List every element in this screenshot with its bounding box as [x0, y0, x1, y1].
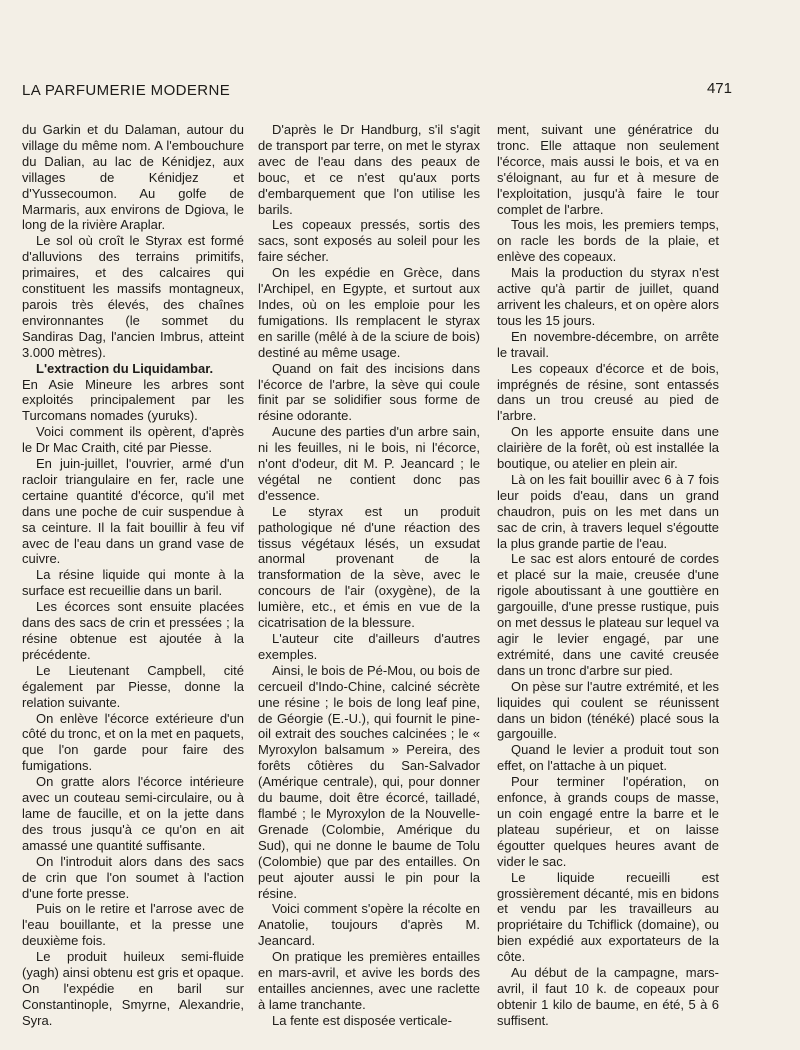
paragraph: Le Lieutenant Campbell, cité également par Piesse, donne la relation suivante.	[22, 662, 244, 710]
paragraph: Les écorces sont ensuite placées dans des sacs de crin et pressées ; la résine obtenue est ajoutée à la précédente.	[22, 599, 244, 662]
paragraph: La fente est disposée verticale-	[272, 1012, 452, 1028]
text-column-2	[258, 122, 480, 1029]
paragraph: On les apporte ensuite dans une clairière de la forêt, où est installée la boutique, ou atelier en plein air.	[497, 424, 719, 472]
paragraph: Le sol où croît le Styrax est formé d'alluvions des terrains primitifs, primaires, et des calcaires qui constituent les massifs montagneux, parois très élevés, des chaînes environnantes (le sommet du Sandiras Dag, l'ancien Imbrus, atteint 3.000 mètres).	[22, 233, 244, 360]
paragraph: Voici comment ils opèrent, d'après le Dr Mac Craith, cité par Piesse.	[22, 424, 244, 456]
page-number: 471	[706, 80, 732, 97]
paragraph: du Garkin et du Dalaman, autour du village du même nom. A l'embouchure du Dalian, au lac de Kénidjez, aux villages de Kénidjez et d'Yussecoumon. Au golfe de Marmaris, aux environs de Dgiova, le long de la rivière Araplar.	[22, 122, 244, 233]
paragraph: Quand on fait des incisions dans l'écorce de l'arbre, la sève qui coule finit par se solidifier sous forme de résine odorante.	[258, 360, 480, 424]
paragraph: Ainsi, le bois de Pé-Mou, ou bois de cercueil d'Indo-Chine, calciné sécrète une résine ; le bois de long leaf pine, de Géorgie (E.-U.), qui fournit le pine-oil extrait des souches calcinées ; le « Myroxylon balsamum » Pereira, des forêts côtières du San-Salvador (Amérique centrale), qui, pour donner du baume, doit être écorcé, tailladé, flambé ; le Myroxylon de la Nouvelle-Grenade (Colombie, Amérique du Sud), qui ne donne le baume de Tolu (Colombie) que par des entailles. On peut ajouter aussi le pin pour la résine.	[258, 662, 480, 901]
paragraph: Voici comment s'opère la récolte en Anatolie, toujours d'après M. Jeancard.	[258, 901, 480, 949]
paragraph: Les copeaux pressés, sortis des sacs, sont exposés au soleil pour les faire sécher.	[258, 217, 480, 265]
paragraph: Au début de la campagne, mars-avril, il faut 10 k. de copeaux pour obtenir 1 kilo de baume, en été, 5 à 6 suffisent.	[497, 965, 719, 1028]
paragraph: Quand le levier a produit tout son effet, on l'attache à un piquet.	[497, 742, 719, 774]
paragraph: Le sac est alors entouré de cordes et placé sur la maie, creusée d'une rigole aboutissant à une gouttière en gargouille, d'une presse rustique, puis on met dessus le plateau sur lequel va agir le levier engagé, par une extrémité, dans une cavité creusée dans un tronc d'arbre sur pied.	[497, 551, 719, 678]
paragraph: Mais la production du styrax n'est active qu'à partir de juillet, quand arrivent les chaleurs, et on opère alors tous les 15 jours.	[497, 265, 719, 328]
paragraph: Pour terminer l'opération, on enfonce, à grands coups de masse, un coin engagé entre la barre et le plateau supérieur, et on laisse égoutter quelques heures avant de vider le sac.	[497, 774, 719, 869]
paragraph: On enlève l'écorce extérieure d'un côté du tronc, et on la met en paquets, que l'on garde pour faire des fumigations.	[22, 710, 244, 774]
paragraph: La résine liquide qui monte à la surface est recueillie dans un baril.	[22, 567, 244, 599]
paragraph: On pratique les premières entailles en mars-avril, et avive les bords des entailles anciennes, avec une raclette à lame tranchante.	[258, 949, 480, 1012]
paragraph: On pèse sur l'autre extrémité, et les liquides qui coulent se réunissent dans un bidon (ténéké) placé sous la gargouille.	[497, 678, 719, 742]
paragraph: Le produit huileux semi-fluide (yagh) ainsi obtenu est gris et opaque. On l'expédie en baril sur Constantinople, Smyrne, Alexandrie, Syra.	[22, 949, 244, 1028]
paragraph: En juin-juillet, l'ouvrier, armé d'un racloir triangulaire en fer, racle une certaine quantité d'écorce, qu'il met dans une poche de cuir suspendue à sa ceinture. Il la fait bouillir à feu vif avec de l'eau dans un grand vase de cuivre.	[22, 456, 244, 567]
paragraph: On l'introduit alors dans des sacs de crin que l'on soumet à l'action d'une forte presse.	[22, 853, 244, 901]
paragraph: Le styrax est un produit pathologique né d'une réaction des tissus végétaux lésés, un exsudat anormal provenant de la transformation de la sève, avec le concours de l'air (oxygène), de la lumière, etc., et émis en vue de la cicatrisation de la blessure.	[258, 503, 480, 631]
section-heading: L'extraction du Liquidambar.	[36, 360, 214, 376]
paragraph: On les expédie en Grèce, dans l'Archipel, en Egypte, et surtout aux Indes, où on les emploie pour les fumigations. Ils remplacent le styrax en sarille (mêlé à de la sciure de bois) destiné au même usage.	[258, 265, 480, 360]
paragraph: Aucune des parties d'un arbre sain, ni les feuilles, ni le bois, ni l'écorce, n'ont d'odeur, dit M. P. Jeancard ; le végétal ne contient donc pas d'essence.	[258, 424, 480, 503]
paragraph: En novembre-décembre, on arrête le travail.	[497, 328, 719, 360]
text-column-1	[22, 122, 244, 1029]
paragraph: On gratte alors l'écorce intérieure avec un couteau semi-circulaire, ou à lame de faucille, et on la jette dans des trous jusqu'à ce qu'on en ait amassé une quantité suffisante.	[22, 774, 244, 853]
paragraph: L'auteur cite d'ailleurs d'autres exemples.	[258, 631, 480, 662]
paragraph: Les copeaux d'écorce et de bois, imprégnés de résine, sont entassés dans un trou creusé au pied de l'arbre.	[497, 360, 719, 424]
running-head: LA PARFUMERIE MODERNE	[22, 82, 231, 99]
paragraph: D'après le Dr Handburg, s'il s'agit de transport par terre, on met le styrax avec de l'eau dans des peaux de bouc, et ce n'est qu'aux ports d'embarquement que l'on utilise les barils.	[258, 122, 480, 217]
paragraph: Tous les mois, les premiers temps, on racle les bords de la plaie, et enlève des copeaux.	[497, 217, 719, 265]
paragraph: Le liquide recueilli est grossièrement décanté, mis en bidons et vendu par les travailleurs au propriétaire du Tchiflick (domaine), ou bien expédié aux exportateurs de la côte.	[497, 869, 719, 965]
paragraph: En Asie Mineure les arbres sont exploités principalement par les Turcomans nomades (yuruks).	[22, 376, 244, 424]
text-column-3	[497, 122, 719, 1029]
paragraph: Là on les fait bouillir avec 6 à 7 fois leur poids d'eau, dans un grand chaudron, puis on les met dans un sac de crin, à travers lequel s'égoutte la plus grande partie de l'eau.	[497, 471, 719, 551]
paragraph: Puis on le retire et l'arrose avec de l'eau bouillante, et la presse une deuxième fois.	[22, 901, 244, 949]
paragraph: ment, suivant une génératrice du tronc. Elle attaque non seulement l'écorce, mais aussi le bois, et va en s'éloignant, au fur et à mesure de l'exploitation, jusqu'à faire le tour complet de l'arbre.	[497, 122, 719, 217]
